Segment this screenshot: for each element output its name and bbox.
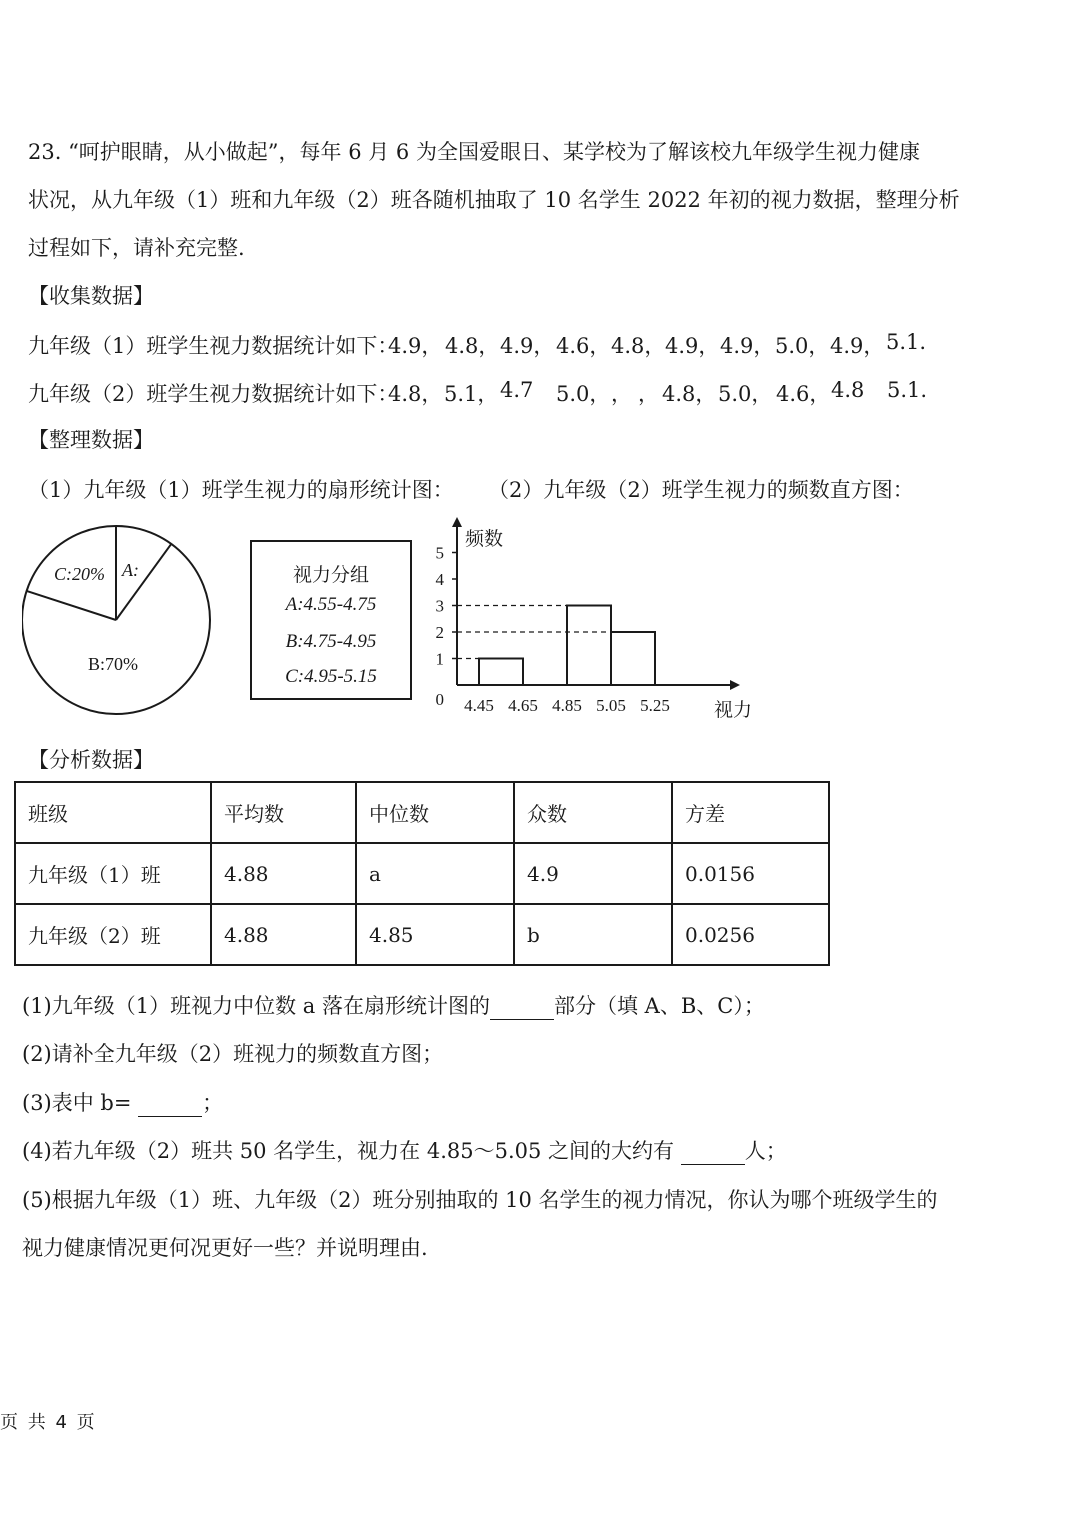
- pie-label-c: C:20%: [54, 564, 105, 584]
- legend-title: 视力分组: [292, 565, 369, 586]
- question-1: [22, 990, 765, 1020]
- question-1-text: (1)九年级（1）班视力中位数 a 落在扇形统计图的: [22, 994, 490, 1018]
- question-4: [22, 1135, 787, 1165]
- x-axis-arrow: [730, 680, 740, 690]
- question-1-tail: 部分（填 A、B、C）；: [553, 994, 765, 1018]
- page-footer: 页 共 4 页: [0, 1412, 97, 1433]
- legend-group-b: B:4.75-4.95: [285, 631, 377, 652]
- cell-variance: 0.0256: [672, 904, 829, 965]
- frequency-histogram: [430, 515, 770, 725]
- data-value: 5.0，: [718, 382, 773, 406]
- cell-mode: b: [514, 904, 672, 965]
- y-tick-label: 3: [435, 596, 444, 616]
- pie-slice-boundary: [27, 591, 116, 620]
- cell-variance: 0.0156: [672, 843, 829, 904]
- answer-blank-count[interactable]: [681, 1142, 745, 1165]
- organize-heading: 【整理数据】: [28, 428, 154, 452]
- data-value: ，: [638, 382, 659, 406]
- question-4-text: (4)若九年级（2）班共 50 名学生，视力在 4.85～5.05 之间的大约有: [22, 1139, 675, 1163]
- x-tick-label: 5.05: [596, 696, 626, 715]
- data-value: 4.7: [500, 378, 534, 402]
- analyze-heading: 【分析数据】: [28, 748, 154, 772]
- y-tick-label: 4: [435, 570, 444, 589]
- histogram-bar: [611, 632, 655, 685]
- question-5-line-1: (5)根据九年级（1）班、九年级（2）班分别抽取的 10 名学生的视力情况，你认为哪个班级学生的: [22, 1188, 938, 1212]
- data-value: 4.8，: [388, 382, 443, 406]
- data-value: 4.8，: [662, 382, 717, 406]
- question-3-tail: ；: [202, 1091, 224, 1115]
- table-row: [15, 904, 829, 965]
- vision-group-legend: [250, 540, 412, 700]
- answer-blank-b[interactable]: [138, 1094, 202, 1117]
- histogram-caption: （2）九年级（2）班学生视力的频数直方图：: [488, 478, 914, 502]
- question-4-tail: 人；: [744, 1139, 787, 1163]
- analysis-table: [14, 781, 830, 966]
- cell-median: a: [356, 843, 514, 904]
- data-value: 4.9，: [500, 334, 555, 358]
- x-tick-label: 4.65: [508, 696, 538, 715]
- table-header-row: [15, 782, 829, 843]
- question-3: [22, 1087, 223, 1117]
- y-tick-label: 5: [435, 543, 444, 563]
- data-value: 5.1，: [444, 382, 499, 406]
- header-variance: 方差: [672, 782, 829, 843]
- class1-data-label: 九年级（1）班学生视力数据统计如下：: [28, 334, 399, 358]
- question-2: (2)请补全九年级（2）班视力的频数直方图；: [22, 1042, 444, 1066]
- data-value: 5.1.: [886, 330, 927, 354]
- data-value: 5.0，: [775, 334, 830, 358]
- data-value: 4.9，: [665, 334, 720, 358]
- y-tick-label: 1: [435, 649, 444, 669]
- cell-median: 4.85: [356, 904, 514, 965]
- data-value: 4.6，: [556, 334, 611, 358]
- cell-class: 九年级（2）班: [15, 904, 211, 965]
- x-tick-label: 4.45: [464, 696, 494, 715]
- cell-mean: 4.88: [211, 843, 356, 904]
- y-tick-label: 0: [435, 690, 444, 709]
- data-value: 5.0，: [556, 382, 611, 406]
- cell-class: 九年级（1）班: [15, 843, 211, 904]
- histogram-bar: [567, 606, 611, 686]
- header-mean: 平均数: [211, 782, 356, 843]
- answer-blank-a[interactable]: [490, 997, 554, 1020]
- pie-label-b: B:70%: [88, 654, 139, 674]
- y-tick-label: 2: [435, 623, 444, 642]
- class2-data-label: 九年级（2）班学生视力数据统计如下：: [28, 382, 399, 406]
- histogram-bar: [479, 659, 523, 686]
- legend-group-c: C:4.95-5.15: [285, 666, 377, 687]
- pie-slice-boundary: [116, 544, 171, 620]
- problem-line-2: 状况，从九年级（1）班和九年级（2）班各随机抽取了 10 名学生 2022 年初的视力数据，整理分析: [28, 188, 960, 212]
- data-value: 4.6，: [776, 382, 831, 406]
- data-value: 4.8，: [445, 334, 500, 358]
- data-value: 4.9，: [720, 334, 775, 358]
- header-class: 班级: [15, 782, 211, 843]
- y-axis-label: 频数: [465, 529, 504, 550]
- table-row: [15, 843, 829, 904]
- pie-chart: [22, 522, 222, 722]
- data-value: ，: [611, 382, 632, 406]
- data-value: 5.1.: [887, 378, 928, 402]
- x-axis-label: 视力: [714, 700, 753, 721]
- x-tick-label: 4.85: [552, 696, 582, 715]
- header-median: 中位数: [356, 782, 514, 843]
- cell-mode: 4.9: [514, 843, 672, 904]
- data-value: 4.8，: [611, 334, 666, 358]
- pie-caption: （1）九年级（1）班学生视力的扇形统计图：: [28, 478, 454, 502]
- problem-line-3: 过程如下，请补充完整.: [28, 236, 245, 260]
- legend-group-a: A:4.55-4.75: [285, 594, 377, 615]
- problem-line-1: 23. “呵护眼睛，从小做起”，每年 6 月 6 为全国爱眼日、某学校为了解该校九年级学生视力健康: [28, 140, 920, 164]
- pie-label-a: A:: [122, 560, 139, 580]
- question-3-text: (3)表中 b=: [22, 1091, 132, 1115]
- question-5-line-2: 视力健康情况更何况更好一些？并说明理由.: [22, 1236, 428, 1260]
- data-value: 4.9，: [388, 334, 443, 358]
- y-axis-arrow: [452, 517, 462, 527]
- data-value: 4.9，: [830, 334, 885, 358]
- x-tick-label: 5.25: [640, 696, 670, 715]
- data-value: 4.8: [831, 378, 865, 402]
- header-mode: 众数: [514, 782, 672, 843]
- collect-heading: 【收集数据】: [28, 284, 154, 308]
- cell-mean: 4.88: [211, 904, 356, 965]
